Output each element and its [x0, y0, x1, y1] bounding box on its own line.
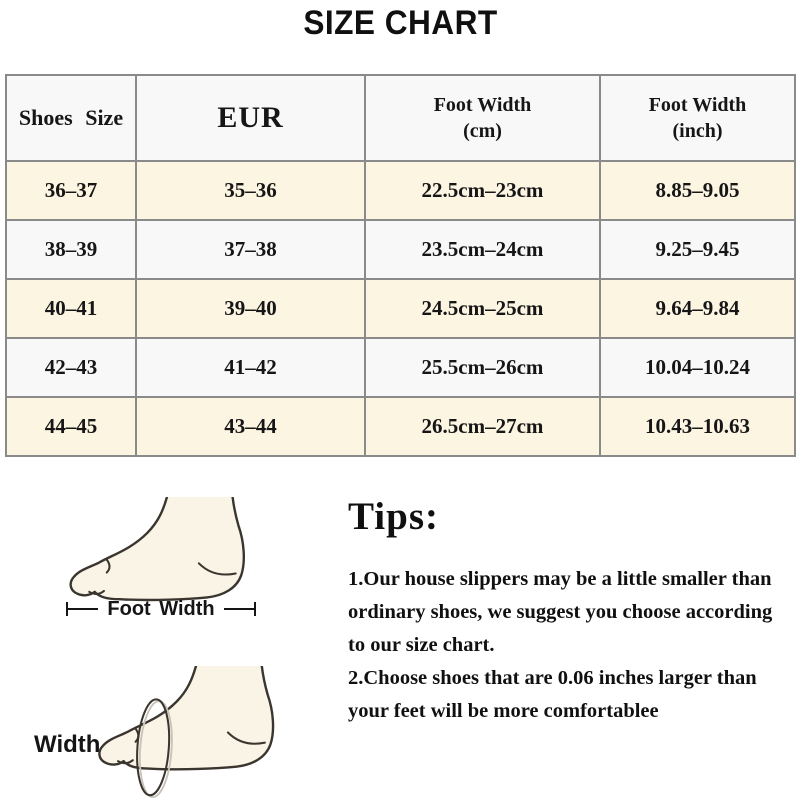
table-row: [6, 397, 795, 456]
header-unit: (cm): [463, 120, 502, 142]
header-label: Foot Width: [648, 94, 747, 116]
tip-line: 1.Our house slippers may be a little smaller than: [348, 568, 772, 590]
page-title: SIZE CHART: [302, 4, 498, 42]
table-cell: 43–44: [136, 397, 365, 456]
table-cell: 24.5cm–25cm: [365, 279, 600, 338]
table-cell: 25.5cm–26cm: [365, 338, 600, 397]
tip-line: your feet will be more comfortablee: [348, 700, 659, 722]
foot-side-view-illustration: [64, 497, 260, 602]
tips-heading: Tips:: [348, 495, 439, 538]
size-chart-table: [5, 74, 796, 457]
table-cell: 26.5cm–27cm: [365, 397, 600, 456]
table-cell: 44–45: [6, 397, 136, 456]
table-cell: 23.5cm–24cm: [365, 220, 600, 279]
foot-width-label: Foot Width: [107, 597, 215, 620]
table-cell: 9.64–9.84: [600, 279, 795, 338]
table-cell: 9.25–9.45: [600, 220, 795, 279]
tip-line: 2.Choose shoes that are 0.06 inches larger than: [348, 667, 757, 689]
table-cell: 10.04–10.24: [600, 338, 795, 397]
measure-left-segment: [68, 608, 98, 610]
width-label: Width: [34, 731, 101, 758]
measure-right-tick: [254, 602, 256, 616]
table-cell: 36–37: [6, 161, 136, 220]
header-unit: (inch): [672, 120, 723, 142]
tips-section: [348, 494, 800, 728]
foot-width-measure-line: [66, 597, 256, 620]
table-cell: 10.43–10.63: [600, 397, 795, 456]
page-title-wrap: [0, 4, 800, 43]
table-header-row: [6, 75, 795, 161]
measure-right-segment: [224, 608, 254, 610]
column-header-foot-width-inch: [600, 75, 795, 161]
table-cell: 40–41: [6, 279, 136, 338]
table-row: [6, 338, 795, 397]
table-row: [6, 161, 795, 220]
column-header-foot-width-cm: [365, 75, 600, 161]
tip-line: to our size chart.: [348, 634, 495, 656]
table-row: [6, 220, 795, 279]
tip-line: ordinary shoes, we suggest you choose according: [348, 601, 773, 623]
table-cell: 42–43: [6, 338, 136, 397]
table-cell: 39–40: [136, 279, 365, 338]
tips-body: [348, 563, 800, 728]
table-cell: 37–38: [136, 220, 365, 279]
table-cell: 38–39: [6, 220, 136, 279]
header-label: Foot Width: [433, 94, 532, 116]
table-row: [6, 279, 795, 338]
table-cell: 8.85–9.05: [600, 161, 795, 220]
table-cell: 41–42: [136, 338, 365, 397]
foot-girth-illustration: [93, 666, 289, 799]
table-cell: 35–36: [136, 161, 365, 220]
column-header-shoes-size: Shoes Size: [6, 75, 136, 161]
column-header-eur: EUR: [136, 75, 365, 161]
table-cell: 22.5cm–23cm: [365, 161, 600, 220]
